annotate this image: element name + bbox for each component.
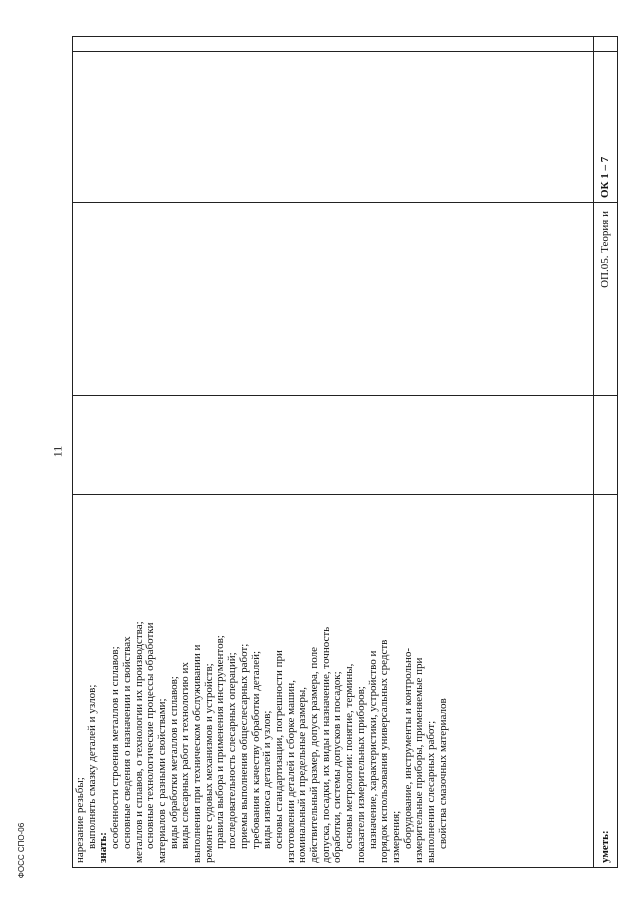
empty-cell xyxy=(593,396,618,495)
footer-skills-cell xyxy=(593,495,618,868)
skills-knowledge-cell xyxy=(73,495,594,868)
content-line: приемы выполнения общеслесарных работ; xyxy=(237,643,250,849)
table-row xyxy=(593,37,618,868)
content-line: последовательность слесарных операций; xyxy=(226,652,239,849)
empty-cell xyxy=(73,396,594,495)
content-line: оборудование, инструменты и контрольно- xyxy=(401,647,414,849)
content-line: выполнении слесарных работ; xyxy=(425,720,438,863)
footer-competency-cell xyxy=(593,52,618,203)
content-line: правила выбора и применения инструментов; xyxy=(214,635,227,849)
content-line: знать: xyxy=(97,832,110,863)
content-line: ремонте судовых механизмов и устройств; xyxy=(202,663,215,863)
empty-cell xyxy=(73,203,594,396)
content-line: основы метрологии: понятие, термины, xyxy=(343,663,356,849)
empty-cell xyxy=(73,37,594,52)
footer-skills-label: уметь: xyxy=(598,830,611,863)
skills-knowledge-list xyxy=(73,495,450,867)
form-code: ФОСС СПО-06 xyxy=(17,822,27,879)
content-line: виды износа деталей и узлов; xyxy=(261,710,274,849)
content-line: показатели измерительных приборов; xyxy=(354,686,367,863)
content-line: виды обработки металлов и сплавов; xyxy=(167,676,180,849)
footer-discipline-cell xyxy=(593,203,618,396)
footer-competency-label: ОК 1 – 7 xyxy=(598,156,611,198)
content-line: металлов и сплавов, о технологии их производства; xyxy=(132,621,145,863)
content-line: измерения; xyxy=(389,810,402,863)
empty-cell xyxy=(593,37,618,52)
content-line: номинальный и предельные размеры, xyxy=(296,686,309,863)
content-line: материалов с разными свойствами; xyxy=(155,698,168,863)
page-number: 11 xyxy=(50,445,65,458)
table-row xyxy=(73,37,594,868)
content-line: свойства смазочных материалов xyxy=(436,698,449,849)
content-line: порядок использования универсальных средств xyxy=(378,639,391,863)
footer-discipline-label: ОП.05. Теория и xyxy=(598,211,611,288)
content-line: требования к качеству обработки деталей; xyxy=(249,650,262,849)
content-line: выполнения при техническом обслуживании и xyxy=(191,644,204,863)
content-line: действительный размер, допуск размера, поле xyxy=(308,646,321,863)
content-line: основные технологические процессы обработки xyxy=(144,622,157,849)
content-line: допуска, посадки, их виды и назначение, точность xyxy=(319,626,332,863)
competency-table xyxy=(72,36,618,868)
content-line: обработки, системы допусков и посадок; xyxy=(331,671,344,863)
content-line: особенности строения металлов и сплавов; xyxy=(109,646,122,849)
content-line: виды слесарных работ и технологию их xyxy=(179,662,192,849)
content-line: нарезание резьбы; xyxy=(74,777,86,863)
content-line: назначение, характеристики, устройство и xyxy=(366,650,379,849)
content-line: измерительные приборы, применяемые при xyxy=(413,657,426,863)
content-line: основные сведения о назначении и свойствах xyxy=(120,636,133,849)
content-line: изготовлении деталей и сборке машин, xyxy=(284,680,297,863)
content-line: основы стандартизации, погрешности при xyxy=(272,650,285,849)
empty-cell xyxy=(73,52,594,203)
rotated-table-page xyxy=(72,40,618,868)
content-line: выполнять смазку деталей и узлов; xyxy=(85,684,98,849)
